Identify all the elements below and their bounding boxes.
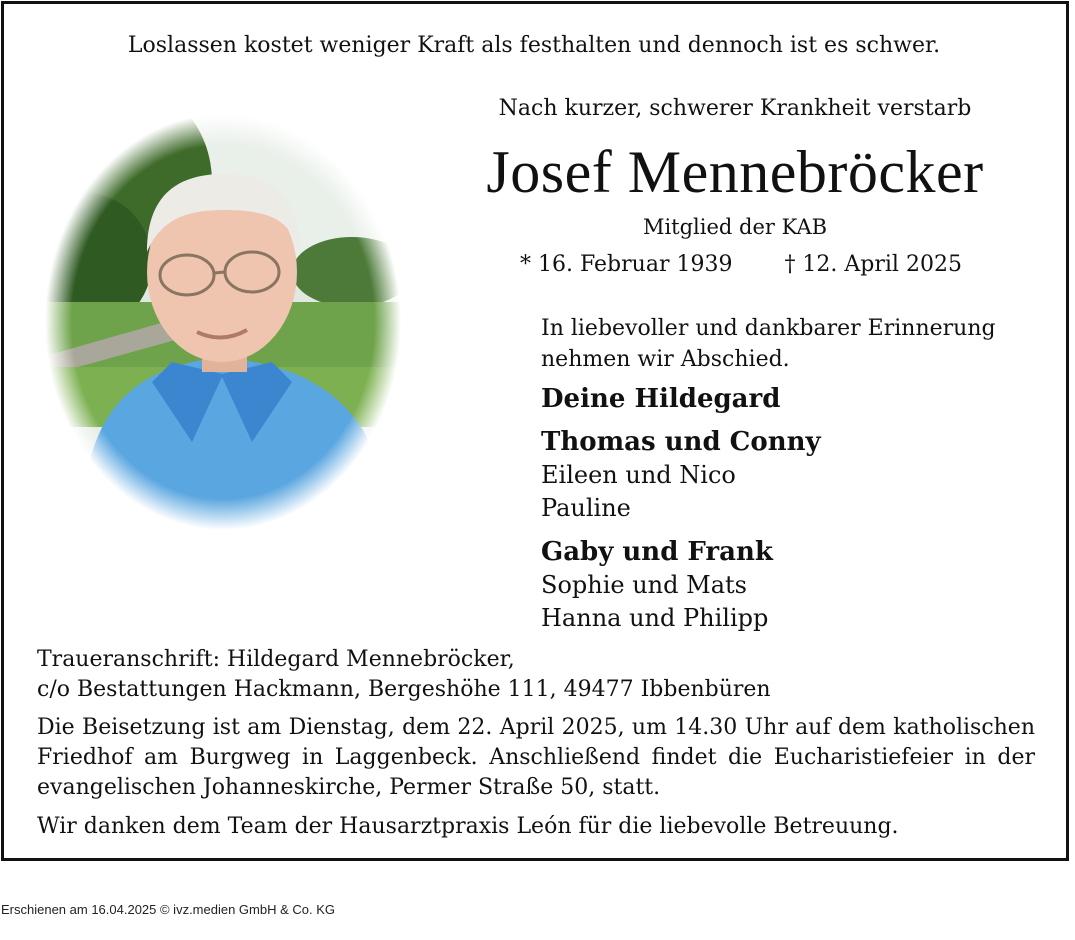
death-date: † 12. April 2025 <box>784 252 962 277</box>
mourner-member: Sophie und Mats <box>541 571 747 599</box>
intro-line: Nach kurzer, schwerer Krankheit verstarb <box>498 96 972 121</box>
address-line: c/o Bestattungen Hackmann, Bergeshöhe 111, 49477 Ibbenbüren <box>37 677 771 702</box>
remembrance-line: nehmen wir Abschied. <box>541 347 790 372</box>
mourner-heading: Deine Hildegard <box>541 384 781 414</box>
thanks-line: Wir danken dem Team der Hausarztpraxis León für die liebevolle Betreuung. <box>37 814 899 839</box>
address-line: Traueranschrift: Hildegard Mennebröcker, <box>37 647 515 672</box>
mourner-heading: Thomas und Conny <box>541 427 821 457</box>
portrait-photo <box>42 112 404 532</box>
mourner-group <box>541 536 773 635</box>
mourner-heading: Gaby und Frank <box>541 537 773 567</box>
mourner-member: Eileen und Nico <box>541 461 736 489</box>
publication-footer: Erschienen am 16.04.2025 © ivz.medien GmbH & Co. KG <box>1 902 336 917</box>
remembrance-text <box>541 313 996 375</box>
remembrance-line: In liebevoller und dankbarer Erinnerung <box>541 316 996 341</box>
mourner-member: Pauline <box>541 494 631 522</box>
mourning-address <box>37 645 771 705</box>
motto: Loslassen kostet weniger Kraft als festhalten und dennoch ist es schwer. <box>127 33 941 58</box>
birth-date: * 16. Februar 1939 <box>520 252 733 277</box>
deceased-name: Josef Mennebröcker <box>486 139 984 205</box>
mourner-member: Hanna und Philipp <box>541 604 769 632</box>
funeral-info: Die Beisetzung ist am Dienstag, dem 22. April 2025, um 14.30 Uhr auf dem katholischen Friedhof am Burgweg in Laggenbeck. Anschließend findet die Eucharistiefeier in der evangelischen Johanneskirche, Permer Straße 50, statt. <box>37 715 1035 800</box>
mourner-group <box>541 426 821 525</box>
membership-line: Mitglied der KAB <box>642 215 828 239</box>
life-dates <box>520 252 962 277</box>
